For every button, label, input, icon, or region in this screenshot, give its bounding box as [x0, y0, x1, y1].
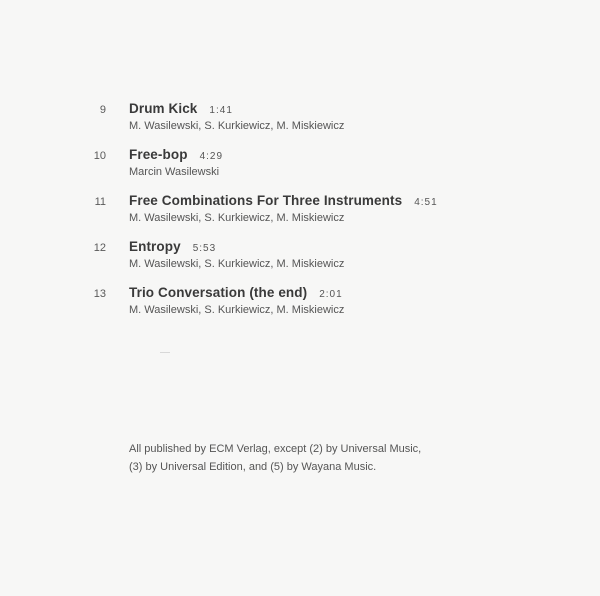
track-title-line: [129, 100, 233, 118]
track-composer: Marcin Wasilewski: [129, 166, 220, 178]
track-duration: 1:41: [209, 105, 233, 116]
tracklist: [0, 100, 600, 330]
track-item: [0, 238, 600, 284]
track-composer: M. Wasilewski, S. Kurkiewicz, M. Miskiewicz: [129, 120, 345, 132]
track-composer: M. Wasilewski, S. Kurkiewicz, M. Miskiewicz: [129, 212, 345, 224]
track-duration: 4:51: [414, 197, 438, 208]
track-title: Trio Conversation (the end): [129, 285, 308, 300]
track-number: 9: [99, 104, 106, 116]
track-title-line: [129, 146, 223, 164]
track-number: 11: [94, 196, 106, 208]
track-title: Free Combinations For Three Instruments: [129, 193, 403, 208]
track-composer: M. Wasilewski, S. Kurkiewicz, M. Miskiewicz: [129, 304, 345, 316]
track-composer: M. Wasilewski, S. Kurkiewicz, M. Miskiewicz: [129, 258, 345, 270]
credits-line: (3) by Universal Edition, and (5) by Wayana Music.: [129, 461, 377, 473]
track-duration: 5:53: [192, 243, 217, 254]
track-title: Free-bop: [129, 147, 188, 162]
track-number: 10: [93, 150, 106, 162]
track-item: [0, 146, 600, 192]
credits-line: All published by ECM Verlag, except (2) by Universal Music,: [129, 443, 422, 455]
track-title: Drum Kick: [129, 101, 198, 116]
track-title-line: [129, 238, 216, 256]
publishing-credits: [129, 440, 549, 476]
track-duration: 4:29: [199, 151, 224, 162]
track-number: 13: [93, 288, 106, 300]
track-title-line: [129, 284, 343, 302]
track-duration: 2:01: [319, 289, 343, 300]
track-item: [0, 284, 600, 330]
track-number: 12: [93, 242, 106, 254]
track-title-line: [129, 192, 438, 210]
divider-mark: [160, 352, 170, 353]
track-title: Entropy: [129, 239, 181, 254]
track-item: [0, 100, 600, 146]
track-item: [0, 192, 600, 238]
